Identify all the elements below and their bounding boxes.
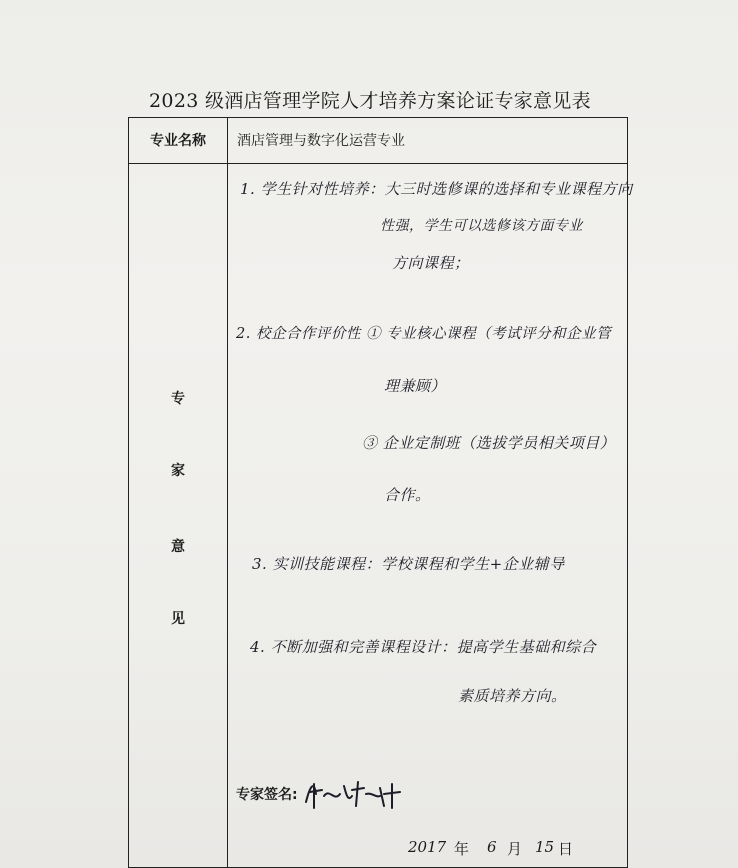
- opinion-line: 理兼顾）: [384, 377, 447, 395]
- opinion-line: 素质培养方向。: [458, 687, 567, 705]
- opinion-line: 4. 不断加强和完善课程设计：提高学生基础和综合: [250, 638, 597, 656]
- signature-label: 专家签名:: [236, 787, 298, 803]
- date-year-unit: 年: [454, 840, 470, 858]
- opinion-line: 2. 校企合作评价性 ① 专业核心课程（考试评分和企业管: [236, 326, 612, 342]
- opinion-line: 方向课程；: [392, 254, 470, 272]
- opinion-label-char: 见: [171, 611, 185, 627]
- document-title: 2023 级酒店管理学院人才培养方案论证专家意见表: [149, 90, 591, 112]
- date-day: 15: [535, 838, 555, 856]
- opinion-line: 性强，学生可以选修该方面专业: [380, 218, 583, 234]
- opinion-line: 3. 实训技能课程：学校课程和学生+企业辅导: [252, 555, 565, 573]
- opinion-line: 1. 学生针对性培养：大三时选修课的选择和专业课程方向: [240, 180, 633, 198]
- column-divider: [227, 118, 228, 867]
- major-value: 酒店管理与数字化运营专业: [237, 133, 405, 149]
- opinion-label-char: 家: [171, 463, 185, 479]
- major-label: 专业名称: [150, 133, 206, 149]
- opinion-line: ③ 企业定制班（选拔学员相关项目）: [362, 434, 616, 452]
- opinion-label-char: 专: [171, 391, 185, 407]
- opinion-line: 合作。: [384, 486, 431, 504]
- opinion-label-char: 意: [171, 539, 185, 555]
- handwritten-signature: [300, 772, 410, 814]
- date-day-unit: 日: [558, 840, 574, 858]
- major-row: [129, 118, 627, 164]
- date-month: 6: [487, 838, 497, 856]
- date-month-unit: 月: [507, 840, 523, 858]
- date-year: 2017: [408, 838, 447, 856]
